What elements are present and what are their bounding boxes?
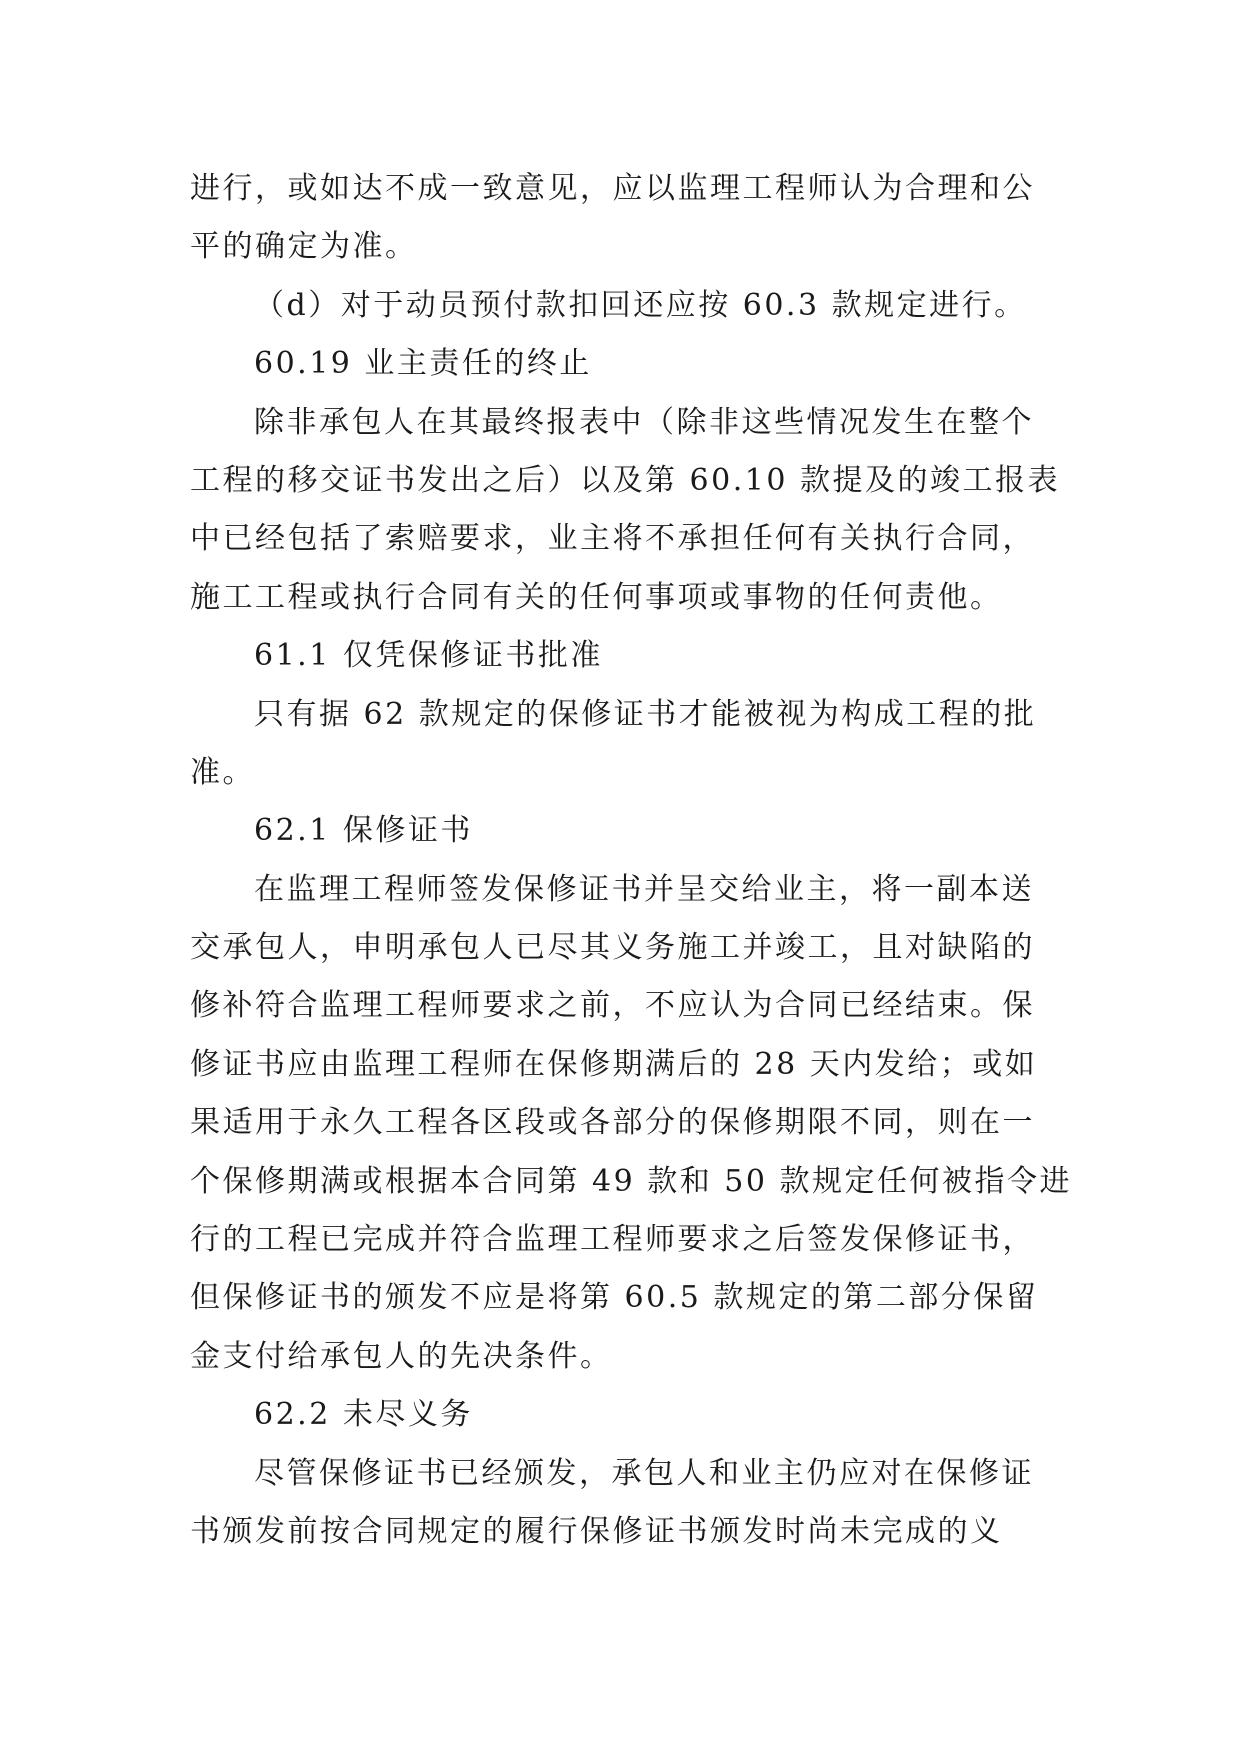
text-line: 行的工程已完成并符合监理工程师要求之后签发保修证书， (190, 1222, 1035, 1258)
text-line: 中已经包括了索赔要求，业主将不承担任何有关执行合同， (190, 521, 1035, 557)
text-line: 果适用于永久工程各区段或各部分的保修期限不同，则在一 (190, 1105, 1035, 1141)
text-line: 个保修期满或根据本合同第 49 款和 50 款规定任何被指令进 (190, 1163, 1072, 1199)
text-line: 在监理工程师签发保修证书并呈交给业主，将一副本送 (254, 871, 1034, 907)
text-line: 62.2 未尽义务 (254, 1397, 473, 1433)
text-line: 进行，或如达不成一致意见，应以监理工程师认为合理和公 (190, 171, 1035, 206)
text-line: （d）对于动员预付款扣回还应按 60.3 款规定进行。 (254, 287, 1027, 323)
text-line: 但保修证书的颁发不应是将第 60.5 款规定的第二部分保留 (190, 1280, 1039, 1316)
text-line: 62.1 保修证书 (254, 813, 473, 849)
text-line: 准。 (190, 754, 255, 790)
text-line: 尽管保修证书已经颁发，承包人和业主仍应对在保修证 (254, 1455, 1034, 1491)
text-line: 修补符合监理工程师要求之前，不应认为合同已经结束。保 (190, 988, 1035, 1024)
text-line: 除非承包人在其最终报表中（除非这些情况发生在整个 (254, 404, 1034, 440)
text-line: 平的确定为准。 (190, 229, 418, 265)
text-line: 工程的移交证书发出之后）以及第 60.10 款提及的竣工报表 (190, 462, 1060, 498)
text-line: 60.19 业主责任的终止 (254, 346, 592, 382)
text-line: 只有据 62 款规定的保修证书才能被视为构成工程的批 (254, 696, 1037, 732)
document-body (190, 160, 1072, 1561)
text-line: 施工工程或执行合同有关的任何事项或事物的任何责他。 (190, 579, 1003, 615)
text-line: 交承包人，申明承包人已尽其义务施工并竣工，且对缺陷的 (190, 930, 1035, 966)
text-line: 金支付给承包人的先决条件。 (190, 1338, 613, 1374)
text-line: 书颁发前按合同规定的履行保修证书颁发时尚未完成的义 (190, 1513, 1003, 1549)
text-line: 61.1 仅凭保修证书批准 (254, 638, 603, 674)
text-line: 修证书应由监理工程师在保修期满后的 28 天内发给；或如 (190, 1046, 1038, 1082)
